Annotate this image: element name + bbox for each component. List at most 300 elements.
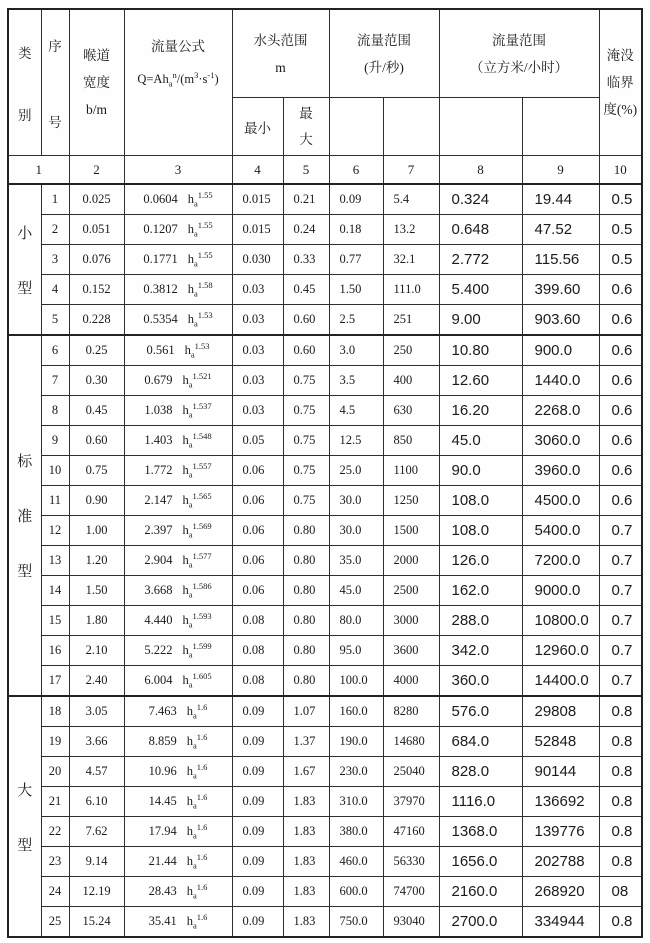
category-label [9,450,41,581]
cell-flow-ls-min: 1.50 [329,275,383,305]
cell-flow-ls-max: 47160 [383,817,439,847]
cell-submergence: 0.8 [599,817,642,847]
cell-flow-m3h-min: 9.00 [439,305,522,336]
cell-flow-ls-max: 32.1 [383,245,439,275]
formula-variable: $h_a^{1.548}$ [182,430,212,450]
cell-serial: 18 [41,696,69,727]
category-char: 型 [17,837,33,854]
formula-header-title: 流量公式 [151,39,205,55]
formula-coefficient: 35.41 [148,914,177,928]
formula-exponent: 1.6 [196,821,208,832]
col-header-flow-m3h [439,9,599,98]
cell-throat-width: 0.228 [69,305,124,336]
formula-variable-subscript: a [192,740,197,751]
col-header-head-range [232,9,329,98]
category-cell [8,184,41,335]
cell-serial: 23 [41,847,69,877]
cell-flow-ls-min: 460.0 [329,847,383,877]
formula-exponent: 1.6 [196,881,208,892]
col-header-category [8,9,41,156]
cell-flow-ls-min: 4.5 [329,396,383,426]
cell-flow-m3h-min: 1656.0 [439,847,522,877]
cell-flow-ls-max: 251 [383,305,439,336]
cell-formula [124,576,232,606]
cell-flow-m3h-min: 126.0 [439,546,522,576]
formula-variable: $h_a^{1.55}$ [187,249,213,269]
cell-flow-m3h-max: 139776 [522,817,599,847]
cell-flow-m3h-max: 268920 [522,877,599,907]
cell-flow-m3h-min: 12.60 [439,366,522,396]
formula-variable-subscript: a [192,920,197,931]
cell-head-min: 0.06 [232,576,283,606]
column-number: 1 [8,156,69,185]
cell-flow-ls-max: 8280 [383,696,439,727]
cell-head-min: 0.09 [232,877,283,907]
formula-variable-subscript: a [193,318,198,329]
cell-serial: 25 [41,907,69,938]
cell-head-min: 0.03 [232,366,283,396]
cell-flow-ls-min: 750.0 [329,907,383,938]
unit-superscript: 3 [194,70,199,81]
formula-variable: $h_a^{1.6}$ [186,701,208,721]
table-row [8,456,642,486]
formula-exponent: 1.548 [192,430,212,441]
table-row [8,666,642,697]
formula-coefficient: 7.463 [148,704,177,718]
cell-head-max: 1.07 [283,696,329,727]
cell-flow-m3h-max: 29808 [522,696,599,727]
cell-head-min: 0.08 [232,666,283,697]
formula-coefficient: 0.561 [146,343,175,357]
formula-exponent: 1.605 [192,670,212,681]
cell-head-max: 0.75 [283,486,329,516]
table-header [8,9,642,184]
cell-flow-m3h-min: 342.0 [439,636,522,666]
cell-formula [124,696,232,727]
category-label [9,222,41,298]
formula-variable: $h_a^{1.565}$ [182,490,212,510]
cell-flow-m3h-max: 900.0 [522,335,599,366]
cell-formula [124,305,232,336]
cell-flow-m3h-min: 684.0 [439,727,522,757]
formula-variable: $h_a^{1.6}$ [186,791,208,811]
category-label [9,779,41,855]
cell-head-max: 1.83 [283,907,329,938]
formula-variable-subscript: a [188,409,193,420]
col-header-serial [41,9,69,156]
cell-formula [124,877,232,907]
cell-submergence: 0.8 [599,847,642,877]
cell-submergence: 0.7 [599,666,642,697]
formula-exponent: 1.55 [197,249,213,260]
head-range-unit: m [275,59,286,75]
col-header-flow-ls [329,9,439,98]
formula-variable-subscript: a [192,890,197,901]
cell-head-max: 0.45 [283,275,329,305]
formula-variable-subscript: a [192,830,197,841]
table-row [8,606,642,636]
cell-head-min: 0.08 [232,636,283,666]
cell-throat-width: 0.60 [69,426,124,456]
cell-formula [124,335,232,366]
cell-formula [124,366,232,396]
table-row [8,757,642,787]
cell-throat-width: 2.40 [69,666,124,697]
formula-variable: $h_a^{1.6}$ [186,761,208,781]
cell-flow-ls-min: 45.0 [329,576,383,606]
cell-head-min: 0.06 [232,486,283,516]
cell-flow-ls-max: 850 [383,426,439,456]
cell-submergence: 0.6 [599,456,642,486]
formula-coefficient: 0.679 [144,373,173,387]
formula-variable-subscript: a [193,198,198,209]
cell-head-min: 0.03 [232,305,283,336]
cell-head-max: 0.75 [283,426,329,456]
cell-head-max: 0.80 [283,516,329,546]
cell-flow-ls-max: 13.2 [383,215,439,245]
formula-variable: $h_a^{1.6}$ [186,911,208,931]
formula-variable: $h_a^{1.593}$ [182,610,212,630]
table-row [8,335,642,366]
formula-exponent: 1.557 [192,460,212,471]
table-row [8,305,642,336]
table-row [8,636,642,666]
cell-flow-ls-max: 2000 [383,546,439,576]
flow-m3h-title: 流量范围 [492,32,546,48]
cell-flow-ls-max: 5.4 [383,184,439,215]
col-header-head-min: 最小 [232,98,283,156]
cell-flow-m3h-min: 2.772 [439,245,522,275]
category-char: 小 [17,225,33,242]
formula-exponent: 1.58 [197,279,213,290]
cell-flow-m3h-max: 2268.0 [522,396,599,426]
cell-flow-m3h-max: 9000.0 [522,576,599,606]
cell-throat-width: 0.90 [69,486,124,516]
cell-submergence: 0.8 [599,727,642,757]
cell-submergence: 0.8 [599,787,642,817]
cell-flow-ls-max: 14680 [383,727,439,757]
cell-serial: 9 [41,426,69,456]
col-header-throat-width [69,9,124,156]
cell-throat-width: 15.24 [69,907,124,938]
formula-variable: $h_a^{1.605}$ [182,670,212,690]
cell-flow-ls-max: 630 [383,396,439,426]
cell-flow-m3h-min: 108.0 [439,486,522,516]
formula-exponent: 1.569 [192,520,212,531]
cell-formula [124,426,232,456]
cell-head-max: 1.83 [283,877,329,907]
table-row [8,847,642,877]
cell-flow-ls-min: 30.0 [329,486,383,516]
cell-throat-width: 7.62 [69,817,124,847]
cell-flow-m3h-max: 47.52 [522,215,599,245]
cell-flow-ls-min: 35.0 [329,546,383,576]
cell-flow-m3h-min: 10.80 [439,335,522,366]
cell-throat-width: 12.19 [69,877,124,907]
table-row [8,576,642,606]
cell-submergence: 0.5 [599,184,642,215]
col-header-head-max: 最 大 [283,98,329,156]
formula-variable-subscript: a [188,379,193,390]
cell-flow-ls-min: 600.0 [329,877,383,907]
cell-flow-m3h-min: 828.0 [439,757,522,787]
cell-head-min: 0.05 [232,426,283,456]
formula-coefficient: 0.5354 [143,312,178,326]
cell-formula [124,396,232,426]
cell-flow-ls-min: 230.0 [329,757,383,787]
cell-submergence: 0.6 [599,486,642,516]
column-number: 6 [329,156,383,185]
cell-head-min: 0.09 [232,787,283,817]
submergence-header-line: 度(%) [603,102,638,117]
cell-head-min: 0.015 [232,184,283,215]
cell-flow-m3h-max: 202788 [522,847,599,877]
cell-head-max: 0.75 [283,396,329,426]
formula-variable-subscript: a [192,860,197,871]
cell-head-min: 0.09 [232,907,283,938]
cell-serial: 14 [41,576,69,606]
cell-flow-ls-min: 25.0 [329,456,383,486]
cell-flow-ls-min: 100.0 [329,666,383,697]
cell-formula [124,184,232,215]
formula-exponent: 1.577 [192,550,212,561]
col-header-submergence [599,9,642,156]
formula-variable-subscript: a [188,469,193,480]
cell-formula [124,215,232,245]
cell-flow-ls-min: 95.0 [329,636,383,666]
table-row [8,516,642,546]
cell-head-max: 0.80 [283,636,329,666]
cell-formula [124,727,232,757]
cell-submergence: 0.6 [599,396,642,426]
cell-head-min: 0.09 [232,757,283,787]
cell-flow-ls-max: 1500 [383,516,439,546]
formula-exponent: 1.6 [196,701,208,712]
formula-variable: $h_a^{1.6}$ [186,881,208,901]
head-range-title: 水头范围 [253,32,308,48]
formula-variable-subscript: a [190,349,195,360]
serial-header-char: 号 [48,114,62,130]
cell-head-min: 0.06 [232,456,283,486]
cell-flow-m3h-max: 115.56 [522,245,599,275]
table-body [8,184,642,937]
column-number: 2 [69,156,124,185]
cell-head-min: 0.09 [232,727,283,757]
cell-flow-m3h-max: 5400.0 [522,516,599,546]
cell-flow-m3h-min: 16.20 [439,396,522,426]
subheader-empty-cell [383,98,439,156]
cell-serial: 4 [41,275,69,305]
cell-formula [124,787,232,817]
cell-flow-m3h-max: 3960.0 [522,456,599,486]
formula-coefficient: 2.147 [144,493,173,507]
cell-flow-m3h-max: 10800.0 [522,606,599,636]
header-row-numbers [8,156,642,185]
formula-variable-subscript: a [188,439,193,450]
cell-throat-width: 0.45 [69,396,124,426]
cell-head-min: 0.06 [232,516,283,546]
cell-formula [124,757,232,787]
formula-variable: $h_a^{1.58}$ [187,279,213,299]
cell-flow-ls-min: 380.0 [329,817,383,847]
formula-variable: $h_a^{1.6}$ [186,851,208,871]
cell-submergence: 0.7 [599,516,642,546]
cell-flow-m3h-max: 19.44 [522,184,599,215]
table-row [8,907,642,938]
formula-exponent: 1.6 [196,911,208,922]
column-number: 10 [599,156,642,185]
subheader-empty-cell [522,98,599,156]
formula-exponent: 1.55 [197,189,213,200]
column-number: 5 [283,156,329,185]
cell-flow-ls-min: 80.0 [329,606,383,636]
cell-head-max: 0.75 [283,456,329,486]
cell-head-max: 1.83 [283,787,329,817]
cell-head-max: 0.21 [283,184,329,215]
cell-flow-ls-min: 30.0 [329,516,383,546]
subheader-empty-cell [439,98,522,156]
submergence-header-line: 临界 [606,75,634,90]
formula-exponent: 1.6 [196,731,208,742]
formula-exponent: 1.53 [197,309,213,320]
formula-exponent: 1.6 [196,851,208,862]
formula-coefficient: 2.904 [144,553,173,567]
cell-flow-m3h-min: 0.324 [439,184,522,215]
cell-submergence: 0.6 [599,275,642,305]
cell-submergence: 0.6 [599,426,642,456]
cell-serial: 17 [41,666,69,697]
cell-flow-ls-min: 0.77 [329,245,383,275]
cell-serial: 19 [41,727,69,757]
cell-submergence: 0.5 [599,245,642,275]
cell-flow-m3h-max: 399.60 [522,275,599,305]
submergence-header-line: 淹没 [606,48,634,63]
formula-variable-subscript: a [188,529,193,540]
parshall-flume-table [7,8,643,938]
cell-throat-width: 1.20 [69,546,124,576]
cell-throat-width: 9.14 [69,847,124,877]
formula-exponent: 1.6 [196,761,208,772]
category-char: 大 [17,782,33,799]
formula-coefficient: 6.004 [144,673,173,687]
cell-flow-m3h-min: 0.648 [439,215,522,245]
cell-head-max: 1.83 [283,847,329,877]
table-row [8,245,642,275]
cell-flow-ls-max: 400 [383,366,439,396]
category-char: 型 [17,280,33,297]
cell-submergence: 0.8 [599,696,642,727]
table-row [8,546,642,576]
cell-flow-ls-max: 93040 [383,907,439,938]
formula-variable-subscript: a [188,559,193,570]
cell-flow-m3h-max: 52848 [522,727,599,757]
cell-throat-width: 0.025 [69,184,124,215]
cell-serial: 5 [41,305,69,336]
formula-coefficient: 1.038 [144,403,173,417]
formula-variable: $h_a^{1.55}$ [187,189,213,209]
category-char: 准 [17,509,33,525]
flow-ls-title: 流量范围 [357,32,411,48]
cell-submergence: 0.6 [599,366,642,396]
table-row [8,396,642,426]
formula-variable: $h_a^{1.537}$ [182,400,212,420]
cell-throat-width: 1.80 [69,606,124,636]
cell-formula [124,847,232,877]
cell-submergence: 0.8 [599,907,642,938]
cell-flow-ls-max: 3600 [383,636,439,666]
cell-serial: 10 [41,456,69,486]
formula-variable: $h_a^{1.577}$ [182,550,212,570]
formula-coefficient: 17.94 [148,824,177,838]
cell-serial: 11 [41,486,69,516]
formula-variable: $h_a^{1.55}$ [187,219,213,239]
formula-exponent: 1.599 [192,640,212,651]
cell-flow-m3h-min: 5.400 [439,275,522,305]
cell-formula [124,636,232,666]
cell-serial: 16 [41,636,69,666]
table-row [8,426,642,456]
formula-variable: $h_a^{1.53}$ [187,309,213,329]
cell-serial: 22 [41,817,69,847]
formula-exponent: 1.586 [192,580,212,591]
cell-throat-width: 1.50 [69,576,124,606]
cell-head-max: 0.80 [283,666,329,697]
formula-coefficient: 1.772 [144,463,173,477]
cell-flow-ls-max: 1100 [383,456,439,486]
cell-throat-width: 0.076 [69,245,124,275]
formula-variable-subscript: a [188,619,193,630]
col-header-formula [124,9,232,156]
formula-coefficient: 4.440 [144,613,173,627]
formula-coefficient: 8.859 [148,734,177,748]
subheader-empty-cell [329,98,383,156]
column-number: 9 [522,156,599,185]
cell-flow-m3h-min: 2160.0 [439,877,522,907]
formula-coefficient: 0.0604 [143,192,178,206]
formula-coefficient: 14.45 [148,794,177,808]
cell-flow-m3h-min: 108.0 [439,516,522,546]
category-header-char: 类 [18,45,32,61]
cell-serial: 12 [41,516,69,546]
formula-coefficient: 5.222 [144,643,173,657]
cell-serial: 8 [41,396,69,426]
unit-superscript: -1 [207,70,215,81]
cell-flow-m3h-max: 90144 [522,757,599,787]
table-row [8,366,642,396]
formula-coefficient: 0.3812 [143,282,178,296]
cell-head-max: 0.80 [283,606,329,636]
formula-exponent: 1.53 [194,340,210,351]
cell-serial: 15 [41,606,69,636]
formula-variable: $h_a^{1.6}$ [186,731,208,751]
cell-head-max: 1.67 [283,757,329,787]
formula-variable: $h_a^{1.521}$ [182,370,212,390]
cell-submergence: 0.6 [599,335,642,366]
cell-flow-m3h-max: 903.60 [522,305,599,336]
formula-variable-subscript: a [193,258,198,269]
cell-head-min: 0.09 [232,817,283,847]
header-row-main [8,9,642,98]
cell-head-min: 0.03 [232,275,283,305]
cell-formula [124,817,232,847]
cell-serial: 1 [41,184,69,215]
cell-head-max: 1.37 [283,727,329,757]
cell-flow-m3h-min: 360.0 [439,666,522,697]
cell-serial: 6 [41,335,69,366]
cell-flow-m3h-max: 3060.0 [522,426,599,456]
cell-throat-width: 0.30 [69,366,124,396]
cell-flow-ls-max: 37970 [383,787,439,817]
